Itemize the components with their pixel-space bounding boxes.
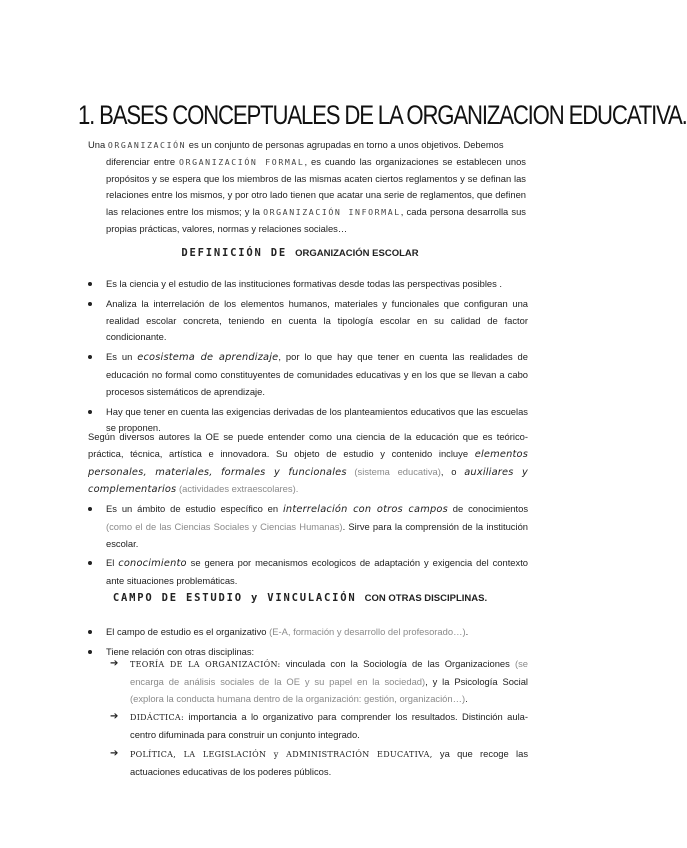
heading-text: DEFINICIÓN DE <box>181 247 287 259</box>
list-item: ➔ TEORÍA DE LA ORGANIZACIÓN: vinculada con la Sociología de las Organizaciones (se encarga de análisis sociales de la OE y su papel en la sociedad), y la Psicología Social (explora la conducta humana dentro de la organización: gestión, organización…). <box>110 658 529 704</box>
section-heading-definicion <box>0 247 600 259</box>
list-item: Es un ámbito de estudio específico en interrelación con otros campos de conocimientos (como el de las Ciencias Sociales y Ciencias Humanas). Sirve para la comprensión de la institución escolar. <box>86 501 528 552</box>
arrow-icon: ➔ <box>110 711 119 723</box>
list-item: ➔ DIDÁCTICA: importancia a lo organizativo para comprender los resultados. Distinción aula-centro difuminada para construir un conjunto integrado. <box>110 711 528 741</box>
term-organizacion-informal: ORGANIZACIÓN INFORMAL <box>263 207 401 218</box>
list-item: Tiene relación con otras disciplinas: <box>86 644 528 661</box>
term-interrelacion: interrelación con otros campos <box>282 504 448 515</box>
term-organizacion: ORGANIZACIÓN <box>107 140 187 150</box>
intro-text: Una <box>88 139 106 150</box>
intro-text: , cada persona desarrolla sus propias prácticas, valores, normas y relaciones sociales… <box>106 206 526 234</box>
intro-paragraph <box>88 137 526 238</box>
intro-text: , es cuando las organizaciones se establecen unos propósitos y se espera que los miembros de las mismas acaten ciertos reglamentos y se definan las relaciones entre los mismos, y por otro lado tienen que acatar una serie de reglamentos, que definen las relaciones entre los mismos; y la <box>106 155 526 218</box>
definition-list-2 <box>86 501 528 593</box>
intro-text: diferenciar entre <box>106 155 176 167</box>
list-item: ➔ POLÍTICA, LA LEGISLACIÓN y ADMINISTRACIÓN EDUCATIVA, ya que recoge las actuaciones educativas de los poderes públicos. <box>110 747 529 777</box>
list-item: Analiza la interrelación de los elementos humanos, materiales y funcionales que configuran una realidad escolar concreta, teniendo en cuenta la tipología escolar en su calidad de factor condicionante. <box>86 296 528 346</box>
section-heading-campo <box>0 592 600 604</box>
list-item: Es la ciencia y el estudio de las instituciones formativas desde todas las perspectivas posibles . <box>86 276 528 293</box>
heading-text: y <box>250 592 260 604</box>
list-item: Hay que tener en cuenta las exigencias derivadas de los planteamientos educativos que las escuelas se proponen. <box>86 404 528 438</box>
page-title: 1. BASES CONCEPTUALES DE LA ORGANIZACION EDUCATIVA. <box>78 100 687 131</box>
intro-text: es un conjunto de personas agrupadas en torno a unos objetivos. Debemos <box>188 139 504 150</box>
heading-text: ORGANIZACIÓN ESCOLAR <box>295 248 419 259</box>
heading-text: CON OTRAS DISCIPLINAS. <box>364 593 488 604</box>
term-elementos: elementos personales, materiales, formales y funcionales <box>88 448 529 478</box>
authors-paragraph: Según diversos autores la OE se puede entender como una ciencia de la educación que es teórico-práctica, técnica, artística e innovadora. Su objeto de estudio y contenido incluye elementos personales, materiales, formales y funcionales (sistema educativa), o auxiliares y complementarios (actividades extraescolares). <box>88 431 529 496</box>
term-conocimiento: conocimiento <box>118 558 187 570</box>
term-ecosistema: ecosistema de aprendizaje <box>137 352 279 364</box>
arrow-icon: ➔ <box>110 747 119 759</box>
arrow-icon: ➔ <box>110 658 119 669</box>
term-organizacion-formal: ORGANIZACIÓN FORMAL <box>179 156 305 167</box>
heading-text: CAMPO DE ESTUDIO <box>112 592 243 604</box>
heading-text: VINCULACIÓN <box>267 592 357 604</box>
disciplines-list <box>108 656 528 783</box>
list-item: Es un ecosistema de aprendizaje, por lo que hay que tener en cuenta las realidades de educación no formal como constituyentes de comunidades educativas y en los que se llevan a cabo procesos sistemáticos de aprendizaje. <box>86 349 528 400</box>
list-item: El conocimiento se genera por mecanismos ecologicos de adaptación y exigencia del contexto ante situaciones problemáticas. <box>86 555 528 590</box>
list-item: El campo de estudio es el organizativo (E-A, formación y desarrollo del profesorado…). <box>86 624 528 641</box>
definition-list <box>86 276 528 440</box>
term-auxiliares: auxiliares y complementarios <box>88 466 529 496</box>
